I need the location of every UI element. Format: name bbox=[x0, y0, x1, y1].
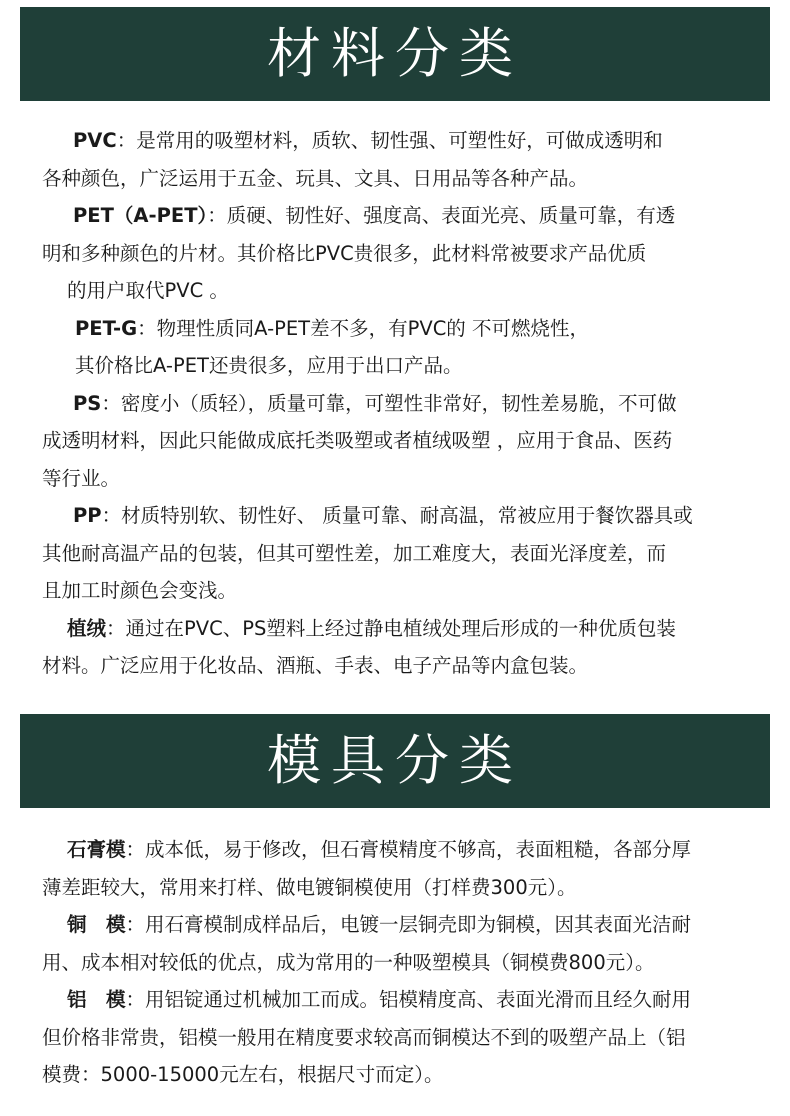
term-label: 铝 模 bbox=[67, 988, 126, 1011]
term-label: PET-G bbox=[75, 316, 138, 340]
line-text: 材料。广泛应用于化妆品、酒瓶、手表、电子产品等内盒包装。 bbox=[42, 654, 589, 677]
line-text: 其他耐高温产品的包装，但其可塑性差，加工难度大，表面光泽度差，而 bbox=[42, 541, 667, 565]
paragraph-line bbox=[42, 385, 757, 423]
line-text: 的用户取代PVC 。 bbox=[67, 279, 229, 302]
line-text: 其价格比A-PET还贵很多，应用于出口产品。 bbox=[75, 354, 463, 377]
term-label: 植绒 bbox=[67, 616, 107, 640]
paragraph-line bbox=[42, 347, 757, 385]
paragraph-line bbox=[42, 610, 757, 648]
term-label: 铜 模 bbox=[67, 913, 126, 936]
molds-title: 模具分类 bbox=[267, 729, 523, 792]
materials-section bbox=[42, 122, 757, 685]
line-text: ：密度小（质轻），质量可靠，可塑性非常好，韧性差易脆，不可做 bbox=[101, 391, 677, 415]
materials-banner bbox=[20, 7, 770, 101]
paragraph-line bbox=[42, 944, 757, 982]
line-text: ：物理性质同A-PET差不多，有PVC的 不可燃烧性， bbox=[137, 316, 590, 340]
paragraph-line bbox=[42, 235, 757, 273]
paragraph-line bbox=[42, 535, 757, 573]
line-text: ：成本低，易于修改，但石膏模精度不够高，表面粗糙，各部分厚 bbox=[125, 838, 692, 861]
molds-banner bbox=[20, 714, 770, 808]
paragraph-line bbox=[42, 906, 757, 944]
line-text: ：质硬、韧性好、强度高、表面光亮、质量可靠，有透 bbox=[207, 204, 676, 227]
paragraph-line bbox=[42, 1019, 757, 1057]
paragraph-line bbox=[42, 197, 757, 235]
term-label: 石膏模 bbox=[67, 838, 126, 861]
line-text: ：用铝锭通过机械加工而成。铝模精度高、表面光滑而且经久耐用 bbox=[125, 988, 692, 1011]
line-text: 薄差距较大，常用来打样、做电镀铜模使用（打样费300元）。 bbox=[42, 875, 577, 899]
paragraph-line bbox=[42, 122, 757, 160]
line-text: ：材质特别软、韧性好、 质量可靠、耐高温，常被应用于餐饮器具或 bbox=[101, 504, 693, 527]
term-label: PVC bbox=[73, 129, 117, 152]
paragraph-line bbox=[42, 460, 757, 498]
paragraph-line bbox=[42, 497, 757, 535]
paragraph-line bbox=[42, 310, 757, 348]
line-text: 成透明材料，因此只能做成底托类吸塑或者植绒吸塑 ，应用于食品、医药 bbox=[42, 429, 673, 452]
term-label: PS bbox=[73, 391, 102, 415]
paragraph-line bbox=[42, 572, 757, 610]
line-text: 各种颜色，广泛运用于五金、玩具、文具、日用品等各种产品。 bbox=[42, 166, 589, 190]
materials-title: 材料分类 bbox=[267, 22, 523, 85]
paragraph-line bbox=[42, 1056, 757, 1094]
paragraph-line bbox=[42, 422, 757, 460]
paragraph-line bbox=[42, 160, 757, 198]
paragraph-line bbox=[42, 869, 757, 907]
line-text: 明和多种颜色的片材。其价格比PVC贵很多，此材料常被要求产品优质 bbox=[42, 241, 647, 265]
line-text: ：用石膏模制成样品后，电镀一层铜壳即为铜模，因其表面光洁耐 bbox=[125, 913, 692, 936]
line-text: 模费：5000-15000元左右，根据尺寸而定）。 bbox=[42, 1063, 444, 1086]
line-text: 且加工时颜色会变浅。 bbox=[42, 579, 238, 602]
paragraph-line bbox=[42, 272, 757, 310]
molds-section bbox=[42, 831, 757, 1094]
line-text: 但价格非常贵，铝模一般用在精度要求较高而铜模达不到的吸塑产品上（铝 bbox=[42, 1025, 686, 1049]
line-text: ：通过在PVC、PS塑料上经过静电植绒处理后形成的一种优质包装 bbox=[106, 616, 676, 640]
line-text: ：是常用的吸塑材料，质软、韧性强、可塑性好，可做成透明和 bbox=[116, 129, 663, 152]
paragraph-line bbox=[42, 647, 757, 685]
paragraph-line bbox=[42, 831, 757, 869]
term-label: PP bbox=[73, 504, 102, 527]
line-text: 等行业。 bbox=[42, 466, 121, 490]
line-text: 用、成本相对较低的优点，成为常用的一种吸塑模具（铜模费800元）。 bbox=[42, 950, 655, 974]
paragraph-line bbox=[42, 981, 757, 1019]
term-label: PET（A-PET） bbox=[73, 204, 208, 227]
